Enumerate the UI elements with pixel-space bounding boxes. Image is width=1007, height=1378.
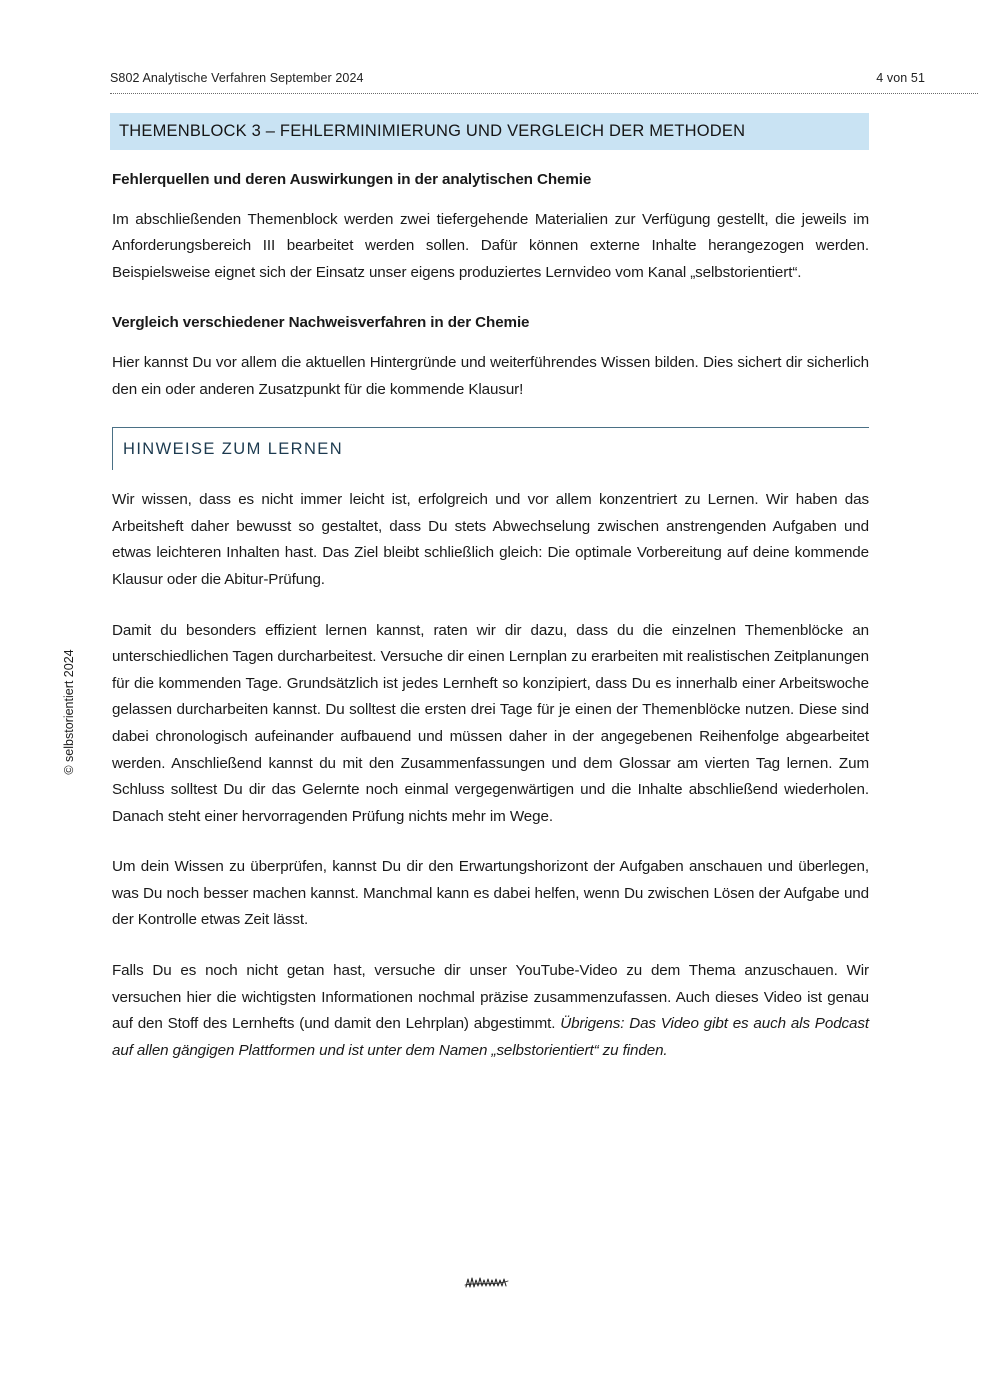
- paragraph-hinweise-4: [112, 958, 869, 1064]
- header-doc-title: S802 Analytische Verfahren September 2024: [110, 71, 364, 85]
- paragraph-vergleich: Hier kannst Du vor allem die aktuellen Hintergründe und weiterführendes Wissen bilden. Dies sichert dir sicherlich den ein oder anderen Zusatzpunkt für die kommende Klausur!: [112, 353, 869, 398]
- paragraph-hinweise-2: Damit du besonders effizient lernen kannst, raten wir dir dazu, dass du die einzelnen Themenblöcke an unterschiedlichen Tagen durcharbeitest. Versuche dir einen Lernplan zu erarbeiten mit realistischen Zeitplanungen für die kommenden Tage. Grundsätzlich ist jedes Lernheft so konzipiert, dass Du es innerhalb einer Arbeitswoche gelassen durcharbeiten kannst. Du solltest die ersten drei Tage für je einen der Themenblöcke nutzen. Diese sind dabei chronologisch aufeinander aufbauend und müssen daher in der angegebenen Reihenfolge abgearbeitet werden. Anschließend kannst du mit den Zusammenfassungen und dem Glossar am vierten Tag lernen. Zum Schluss solltest Du dir das Gelernte noch einmal vergegenwärtigen und die Inhalte abschließend wiederholen. Danach steht einer hervorragenden Prüfung nichts mehr im Wege.: [112, 621, 869, 825]
- paragraph-hinweise-4-normal: Falls Du es noch nicht getan hast, versuche dir unser YouTube-Video zu dem Thema anzuschauen. Wir versuchen hier die wichtigsten Informationen nochmal präzise zusammenzufassen. Auch dieses Video ist genau auf den Stoff des Lernhefts (und damit den Lehrplan) abgestimmt.: [112, 962, 869, 1033]
- subheading-vergleich: Vergleich verschiedener Nachweisverfahren in der Chemie: [112, 314, 530, 332]
- header-divider: [110, 93, 978, 94]
- topic-title-bar: [110, 113, 869, 150]
- subheading-fehlerquellen: Fehlerquellen und deren Auswirkungen in der analytischen Chemie: [112, 171, 592, 188]
- header-page-indicator: 4 von 51: [876, 71, 925, 85]
- paragraph-fehlerquellen: Im abschließenden Themenblock werden zwei tiefergehende Materialien zur Verfügung gestellt, die jeweils im Anforderungsbereich III bearbeitet werden sollen. Dafür können externe Inhalte herangezogen werden. Beispielsweise eignet sich der Einsatz unser eigens produziertes Lernvideo vom Kanal „selbstorientiert“.: [112, 210, 869, 281]
- signature-scribble-logo: [464, 1274, 514, 1294]
- copyright-vertical-label: © selbstorientiert 2024: [62, 649, 76, 775]
- hinweise-heading-box: [112, 427, 869, 470]
- hinweise-heading: HINWEISE ZUM LERNEN: [123, 440, 344, 459]
- main-text-column: [112, 167, 869, 1079]
- paragraph-hinweise-4-italic: Übrigens: Das Video gibt es auch als Podcast auf allen gängigen Plattformen und ist unter dem Namen „selbstorientiert“ zu finden.: [112, 1015, 869, 1059]
- page-header: [110, 71, 925, 85]
- paragraph-hinweise-3: Um dein Wissen zu überprüfen, kannst Du dir den Erwartungshorizont der Aufgaben anschauen und überlegen, was Du noch besser machen kannst. Manchmal kann es dabei helfen, wenn Du zwischen Lösen der Aufgabe und der Kontrolle etwas Zeit lässt.: [112, 858, 869, 929]
- topic-title: THEMENBLOCK 3 – FEHLERMINIMIERUNG UND VERGLEICH DER METHODEN: [119, 122, 746, 140]
- paragraph-hinweise-1: Wir wissen, dass es nicht immer leicht ist, erfolgreich und vor allem konzentriert zu Lernen. Wir haben das Arbeitsheft daher bewusst so gestaltet, dass Du stets Abwechselung zwischen anstrengenden Aufgaben und etwas leichteren Inhalten hast. Das Ziel bleibt schließlich gleich: Die optimale Vorbereitung auf deine kommende Klausur oder die Abitur-Prüfung.: [112, 491, 869, 588]
